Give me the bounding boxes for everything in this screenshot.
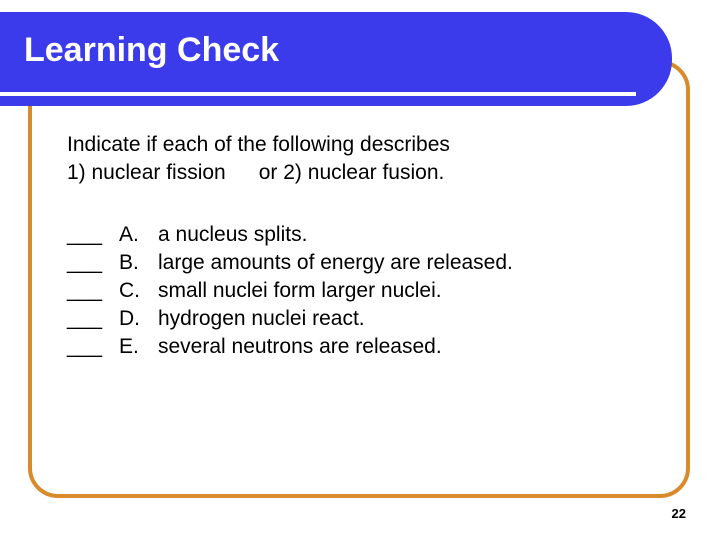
instructions-line: Indicate if each of the following describes [67, 133, 450, 156]
question-text: a nucleus splits. [158, 223, 308, 246]
answer-blank: ___ [67, 223, 103, 246]
question-text: small nuclei form larger nuclei. [158, 279, 442, 302]
question-text: several neutrons are released. [158, 335, 442, 358]
question-row [67, 333, 513, 361]
page-number: 22 [671, 506, 686, 521]
answer-options-line [67, 159, 450, 187]
question-letter: B. [119, 251, 139, 274]
question-letter: D. [119, 307, 140, 330]
answer-blank: ___ [67, 307, 103, 330]
question-letter: A. [119, 223, 139, 246]
question-row [67, 221, 513, 249]
option-fusion: or 2) nuclear fusion. [258, 161, 445, 184]
question-list [67, 221, 513, 361]
title-underline [0, 92, 636, 96]
instructions [67, 131, 450, 187]
answer-blank: ___ [67, 279, 103, 302]
slide-title: Learning Check [24, 31, 280, 69]
question-row [67, 277, 513, 305]
question-row [67, 249, 513, 277]
question-text: large amounts of energy are released. [158, 251, 513, 274]
question-letter: C. [119, 279, 140, 302]
option-fission: 1) nuclear fission [67, 161, 226, 184]
question-letter: E. [119, 335, 139, 358]
answer-blank: ___ [67, 251, 103, 274]
question-text: hydrogen nuclei react. [158, 307, 365, 330]
question-row [67, 305, 513, 333]
answer-blank: ___ [67, 335, 103, 358]
